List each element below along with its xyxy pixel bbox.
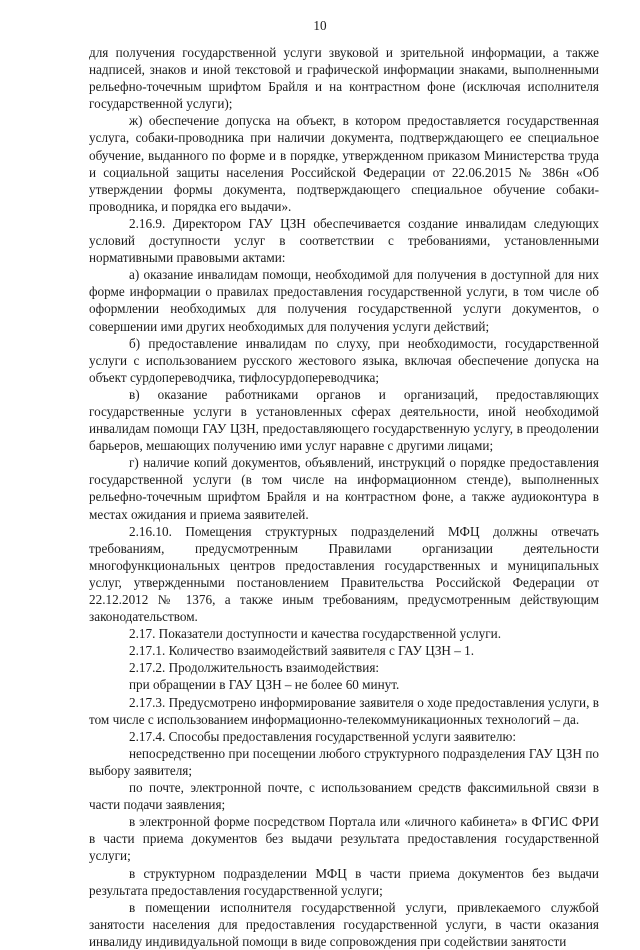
paragraph: 2.16.9. Директором ГАУ ЦЗН обеспечивается создание инвалидам следующих условий доступности услуг в соответствии с требованиями, установленными нормативными правовыми актами:: [89, 215, 599, 266]
section-heading: 2.17. Показатели доступности и качества государственной услуги.: [129, 626, 501, 642]
paragraph: 2.17.1. Количество взаимодействий заявителя с ГАУ ЦЗН – 1.: [129, 643, 475, 659]
paragraph: в помещении исполнителя государственной услуги, привлекаемого службой занятости населения для предоставления государственной услуги, в части оказания инвалиду индивидуальной помощи в виде сопровождения при содействии занятости: [89, 899, 599, 949]
paragraph: при обращении в ГАУ ЦЗН – не более 60 минут.: [129, 677, 400, 693]
paragraph: 2.17.3. Предусмотрено информирование заявителя о ходе предоставления услуги, в том числе с использованием информационно-телекоммуникационных технологий – да.: [89, 694, 599, 727]
paragraph: в структурном подразделении МФЦ в части приема документов без выдачи результата предоставления государственной услуги;: [89, 865, 599, 898]
paragraph: 2.17.4. Способы предоставления государственной услуги заявителю:: [129, 728, 517, 744]
paragraph: г) наличие копий документов, объявлений, инструкций о порядке предоставления государственной услуги (в том числе на информационном стенде), выполненных рельефно-точечным шрифтом Брайля и на контрастном фоне, а также аудиоконтура в местах ожидания и приема заявителей.: [89, 455, 599, 522]
paragraph: в электронной форме посредством Портала или «личного кабинета» в ФГИС ФРИ в части приема документов без выдачи результата предоставления государственной услуги;: [89, 814, 599, 864]
body-text: [89, 44, 599, 950]
paragraph: для получения государственной услуги звуковой и зрительной информации, а также надписей, знаков и иной текстовой и графической информации знаками, выполненными рельефно-точечным шрифтом Брайля и на контрастном фоне (исключая исполнителя государственной услуги);: [89, 45, 599, 112]
paragraph: по почте, электронной почте, с использованием средств факсимильной связи в части подачи заявления;: [89, 780, 599, 813]
paragraph: 2.16.10. Помещения структурных подразделений МФЦ должны отвечать требованиям, предусмотренным Правилами организации деятельности многофункциональных центров предоставления государственных и муниципальных услуг, утвержденными постановлением Правительства Российской Федерации от 22.12.2012 № 1376, а также иным требованиям, предусмотренным действующим законодательством.: [89, 523, 599, 625]
page-number: 10: [313, 18, 327, 33]
paragraph: 2.17.2. Продолжительность взаимодействия:: [129, 660, 380, 676]
paragraph: в) оказание работниками органов и организаций, предоставляющих государственные услуги в установленных сферах деятельности, иной необходимой инвалидам помощи ГАУ ЦЗН, предоставляющего государственную услугу, в преодолении барьеров, мешающих получению ими услуг наравне с другими лицами;: [89, 386, 599, 454]
paragraph: ж) обеспечение допуска на объект, в котором предоставляется государственная услуга, собаки-проводника при наличии документа, подтверждающего ее специальное обучение, выданного по форме и в порядке, утвержденном приказом Министерства труда и социальной защиты населения Российской Федерации от 22.06.2015 № 386н «Об утверждении формы документа, подтверждающего специальное обучение собаки-проводника, и порядка его выдачи».: [89, 113, 599, 214]
paragraph: а) оказание инвалидам помощи, необходимой для получения в доступной для них форме информации о правилах предоставления государственной услуги, в том числе об оформлении необходимых для получения государственной услуги документов, о совершении ими других необходимых для получения услуги действий;: [89, 267, 599, 334]
paragraph: б) предоставление инвалидам по слуху, при необходимости, государственной услуги с использованием русского жестового языка, включая обеспечение допуска на объект сурдопереводчика, тифлосурдопереводчика;: [89, 335, 599, 385]
paragraph: непосредственно при посещении любого структурного подразделения ГАУ ЦЗН по выбору заявителя;: [89, 745, 599, 778]
